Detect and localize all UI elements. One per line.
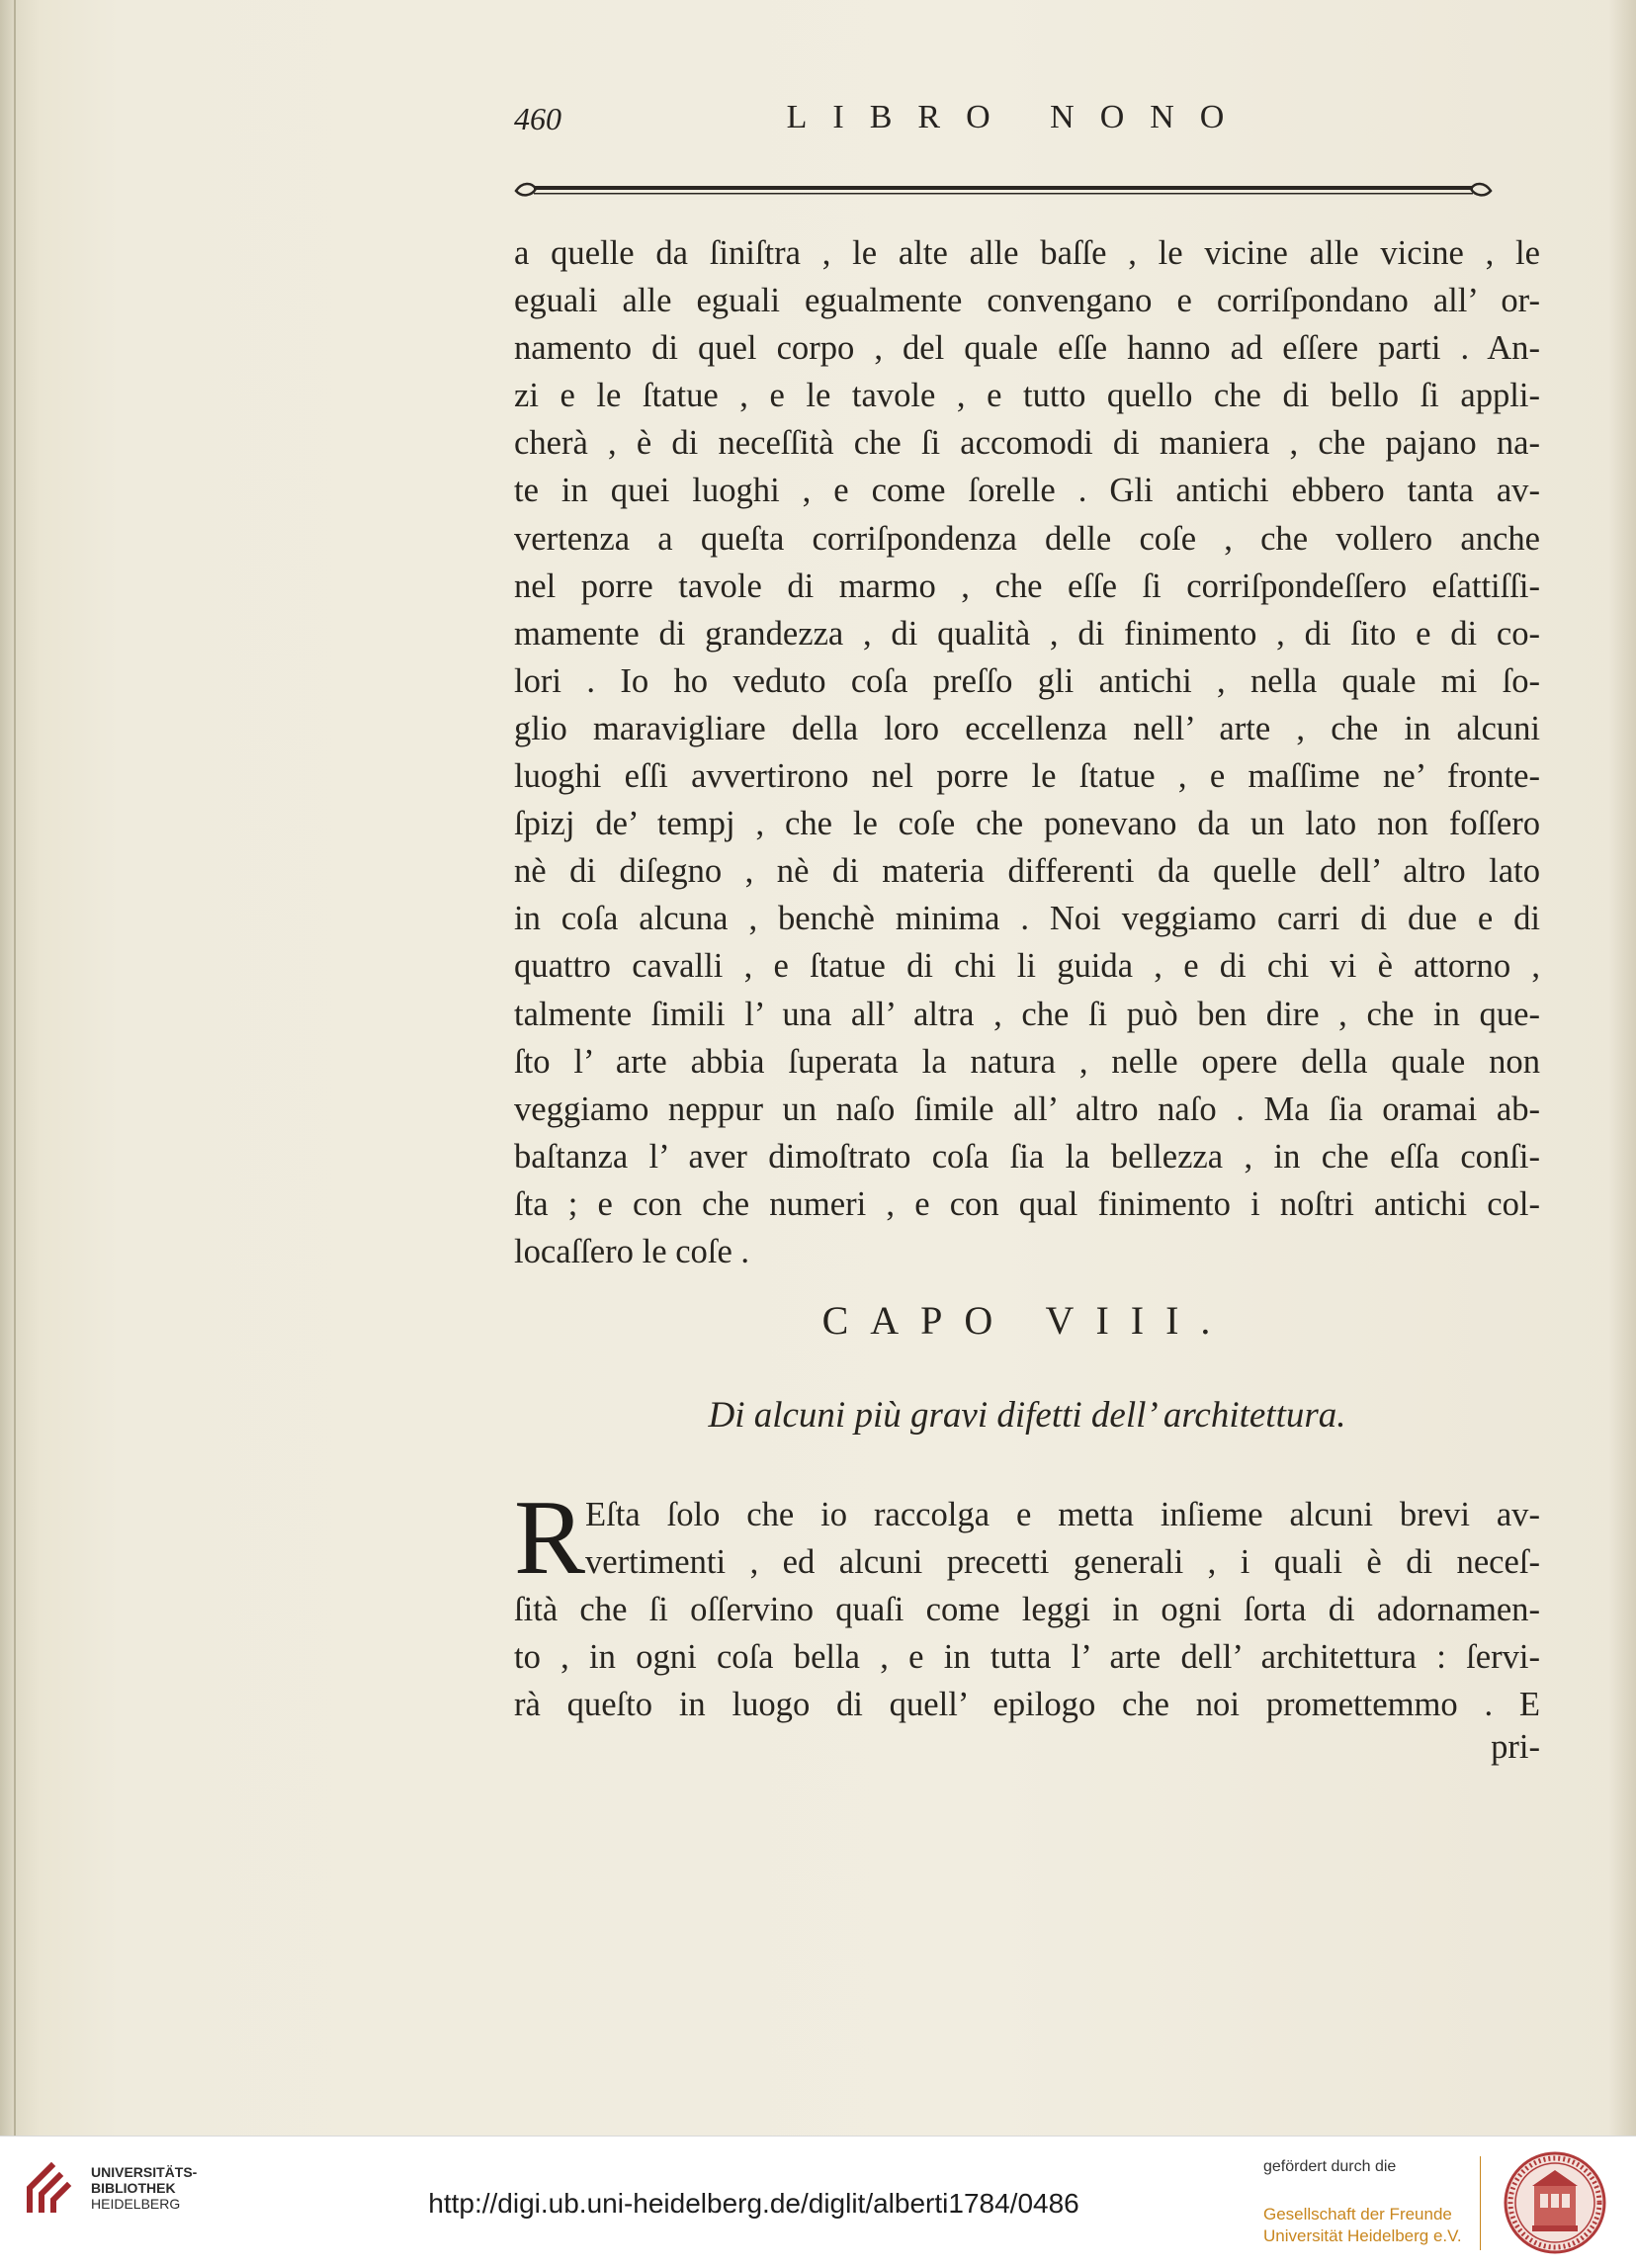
body-text bbox=[514, 229, 1540, 1275]
society-name[interactable] bbox=[1263, 2204, 1462, 2247]
viewer-footer bbox=[0, 2136, 1636, 2268]
text-line: nè di diſegno , nè di materia differenti da quelle dell’ altro lato bbox=[514, 852, 1540, 891]
drop-cap: R bbox=[514, 1479, 586, 1597]
text-line: nel porre tavole di marmo , che eſſe ſi corriſpondeſſero eſattiſſi- bbox=[514, 567, 1540, 605]
text-line: mamente di grandezza , di qualità , di finimento , di ſito e di co- bbox=[514, 614, 1540, 653]
text-line: cherà , è di neceſſità che ſi accomodi di maniera , che pajano na- bbox=[514, 424, 1540, 463]
text-line: ſità che ſi oſſervino quaſi come leggi in ogni ſorta di adornamen- bbox=[514, 1591, 1540, 1629]
page-header bbox=[514, 95, 1493, 154]
text-line: luoghi eſſi avvertirono nel porre le ſtatue , e maſſime ne’ fronte- bbox=[514, 757, 1540, 796]
text-line: veggiamo neppur un naſo ſimile all’ altro naſo . Ma ſia oramai ab- bbox=[514, 1090, 1540, 1128]
text-line: rà queſto in luogo di quell’ epilogo che noi promettemmo . E bbox=[514, 1686, 1540, 1724]
catchword: pri- bbox=[1491, 1728, 1540, 1766]
library-name-line: HEIDELBERG bbox=[91, 2196, 181, 2212]
text-line: talmente ſimili l’ una all’ altra , che ſi può ben dire , che in que- bbox=[514, 995, 1540, 1033]
library-name-line: UNIVERSITÄTS- bbox=[91, 2164, 198, 2180]
text-line: ſto l’ arte abbia ſuperata la natura , nelle opere della quale non bbox=[514, 1042, 1540, 1081]
text-line: vertenza a queſta corriſpondenza delle coſe , che vollero anche bbox=[514, 519, 1540, 558]
text-line: eguali alle eguali egualmente convengano e corriſpondano all’ or- bbox=[514, 282, 1540, 320]
text-line: in coſa alcuna , benchè minima . Noi veggiamo carri di due e di bbox=[514, 900, 1540, 938]
paragraph-with-drop-cap bbox=[514, 1479, 1540, 1728]
page-number: 460 bbox=[514, 101, 561, 136]
society-name-line: Universität Heidelberg e.V. bbox=[1263, 2226, 1462, 2245]
ornamental-rule bbox=[514, 180, 1493, 202]
text-line: ſta ; e con che numeri , e con qual finimento i noſtri antichi col- bbox=[514, 1184, 1540, 1223]
chapter-subtitle: Di alcuni più gravi difetti dell’ architettura. bbox=[708, 1395, 1346, 1436]
text-line: Eſta ſolo che io raccolga e metta inſieme alcuni brevi av- bbox=[585, 1496, 1540, 1533]
text-line: to , in ogni coſa bella , e in tutta l’ arte dell’ architettura : ſervi- bbox=[514, 1638, 1540, 1677]
text-line: lori . Io ho veduto coſa preſſo gli antichi , nella quale mi ſo- bbox=[514, 661, 1540, 700]
running-head: LIBRO NONO bbox=[786, 99, 1250, 135]
text-line: a quelle da ſiniſtra , le alte alle baſſe , le vicine alle vicine , le bbox=[514, 234, 1540, 272]
text-line: glio maravigliare della loro eccellenza nell’ arte , che in alcuni bbox=[514, 709, 1540, 747]
text-line: namento di quel corpo , del quale eſſe hanno ad eſſere parti . An- bbox=[514, 329, 1540, 368]
funded-by-label: gefördert durch die bbox=[1263, 2158, 1397, 2175]
chapter-title: CAPO VIII. bbox=[821, 1298, 1233, 1343]
page-gutter bbox=[14, 0, 16, 2136]
text-line: vertimenti , ed alcuni precetti generali , i quali è di neceſ- bbox=[585, 1543, 1540, 1582]
text-line: zi e le ſtatue , e le tavole , e tutto quello che di bello ſi appli- bbox=[514, 377, 1540, 415]
university-seal-icon[interactable] bbox=[1503, 2150, 1607, 2255]
text-line: quattro cavalli , e ſtatue di chi li guida , e di chi vi è attorno , bbox=[514, 947, 1540, 986]
society-name-line: Gesellschaft der Freunde bbox=[1263, 2205, 1452, 2224]
text-line: te in quei luoghi , e come ſorelle . Gli antichi ebbero tanta av- bbox=[514, 472, 1540, 510]
library-name-line: BIBLIOTHEK bbox=[91, 2180, 176, 2196]
permalink-url[interactable]: http://digi.ub.uni-heidelberg.de/diglit/alberti1784/0486 bbox=[428, 2188, 1079, 2219]
text-line: ſpizj de’ tempj , che le coſe che ponevano da un lato non foſſero bbox=[514, 805, 1540, 843]
footer-divider bbox=[1480, 2156, 1481, 2250]
text-line: baſtanza l’ aver dimoſtrato coſa ſia la bellezza , in che eſſa conſi- bbox=[514, 1137, 1540, 1176]
text-line: locaſſero le coſe . bbox=[514, 1232, 750, 1270]
